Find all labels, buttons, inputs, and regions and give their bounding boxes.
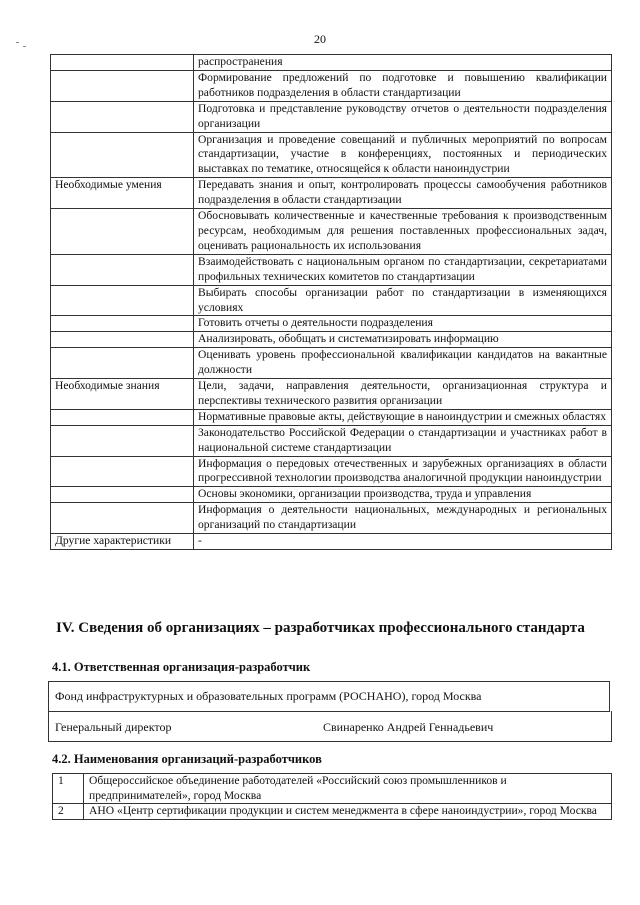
row-text: Нормативные правовые акты, действующие в наноиндустрии и смежных областях [194, 409, 612, 425]
table-row [51, 316, 612, 332]
row-label: Необходимые умения [51, 178, 194, 209]
table-row [51, 503, 612, 534]
row-text: Обосновывать количественные и качественные требования к производственным ресурсам, необходимым для решения поставленных профессиональных задач, оценивать рациональность их использования [194, 209, 612, 255]
table-row [51, 348, 612, 379]
row-label [51, 456, 194, 487]
row-label [51, 55, 194, 71]
row-label [51, 348, 194, 379]
row-label [51, 132, 194, 178]
director-name: Свинаренко Андрей Геннадьевич [323, 720, 494, 734]
table-row [51, 254, 612, 285]
table-row [51, 456, 612, 487]
row-text: Выбирать способы организации работ по стандартизации в изменяющихся условиях [194, 285, 612, 316]
row-text: Информация о передовых отечественных и зарубежных организациях в области прогрессивной технологии производства аналогичной продукции наноиндустрии [194, 456, 612, 487]
row-text: Передавать знания и опыт, контролировать процессы самообучения работников подразделения в области стандартизации [194, 178, 612, 209]
table-row [51, 178, 612, 209]
table-row [53, 774, 612, 804]
table-row [51, 332, 612, 348]
developers-table [52, 773, 612, 820]
row-text: Законодательство Российской Федерации о стандартизации и участниках работ в национальной системе стандартизации [194, 425, 612, 456]
row-text: - [194, 534, 612, 550]
developer-number: 1 [53, 774, 84, 804]
table-row [51, 425, 612, 456]
responsible-org-name: Фонд инфраструктурных и образовательных программ (РОСНАНО), город Москва [49, 682, 610, 712]
table-row [51, 487, 612, 503]
row-text: Основы экономики, организации производства, труда и управления [194, 487, 612, 503]
row-label: Необходимые знания [51, 379, 194, 410]
responsible-heading: 4.1. Ответственная организация-разработчик [52, 660, 311, 674]
row-label [51, 70, 194, 101]
row-label [51, 409, 194, 425]
page-number: 20 [314, 32, 326, 46]
row-label [51, 254, 194, 285]
table-row [51, 285, 612, 316]
row-text: распространения [194, 55, 612, 71]
row-label [51, 425, 194, 456]
row-text: Готовить отчеты о деятельности подразделения [194, 316, 612, 332]
row-label [51, 285, 194, 316]
row-text: Формирование предложений по подготовке и повышению квалификации работников подразделения в области стандартизации [194, 70, 612, 101]
row-label [51, 503, 194, 534]
table-row [51, 209, 612, 255]
row-label [51, 332, 194, 348]
row-text: Подготовка и представление руководству отчетов о деятельности подразделения организации [194, 101, 612, 132]
developer-number: 2 [53, 804, 84, 820]
developer-name: АНО «Центр сертификации продукции и систем менеджмента в сфере наноиндустрии», город Москва [84, 804, 612, 820]
developer-name: Общероссийское объединение работодателей «Российский союз промышленников и предпринимателей», город Москва [84, 774, 612, 804]
row-text: Организация и проведение совещаний и публичных мероприятий по вопросам стандартизации, участие в конференциях, постоянных и периодических выставках по тематике, относящейся к области наноиндустрии [194, 132, 612, 178]
table-row [51, 55, 612, 71]
section-title: IV. Сведения об организациях – разработчиках профессионального стандарта [56, 620, 585, 636]
table-row [51, 534, 612, 550]
table-row [51, 101, 612, 132]
developers-heading: 4.2. Наименования организаций-разработчиков [52, 752, 322, 766]
director-title: Генеральный директор [55, 720, 172, 734]
row-label [51, 101, 194, 132]
table-row [51, 379, 612, 410]
director-row [48, 711, 612, 742]
row-label [51, 487, 194, 503]
row-text: Оценивать уровень профессиональной квалификации кандидатов на вакантные должности [194, 348, 612, 379]
row-label [51, 316, 194, 332]
table-row [51, 132, 612, 178]
row-text: Взаимодействовать с национальным органом по стандартизации, секретариатами профильных технических комитетов по стандартизации [194, 254, 612, 285]
row-text: Анализировать, обобщать и систематизировать информацию [194, 332, 612, 348]
row-text: Цели, задачи, направления деятельности, организационная структура и перспективы технического развития организации [194, 379, 612, 410]
table-row [53, 804, 612, 820]
row-label: Другие характеристики [51, 534, 194, 550]
row-text: Информация о деятельности национальных, международных и региональных организаций по стандартизации [194, 503, 612, 534]
responsible-org-box [48, 681, 610, 712]
row-label [51, 209, 194, 255]
competency-table [50, 54, 612, 550]
table-row [51, 70, 612, 101]
table-row [51, 409, 612, 425]
